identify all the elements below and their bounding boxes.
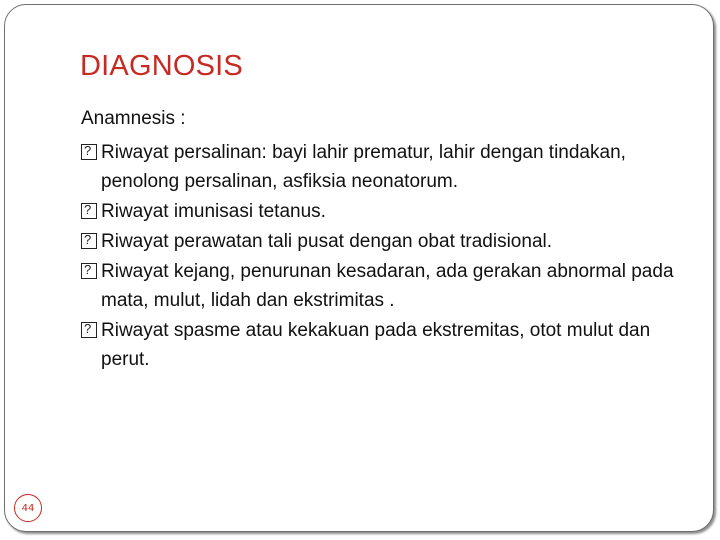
- missing-glyph-box-icon: [81, 263, 97, 279]
- bullet-text: Riwayat kejang, penurunan kesadaran, ada gerakan abnormal pada mata, mulut, lidah dan ekstrimitas .: [101, 261, 674, 311]
- bullet-item: [81, 197, 681, 226]
- page-number-badge: 44: [14, 494, 42, 522]
- bullet-text: Riwayat imunisasi tetanus.: [101, 201, 326, 222]
- bullet-text: Riwayat persalinan: bayi lahir prematur, lahir dengan tindakan, penolong persalinan, asfiksia neonatorum.: [101, 142, 626, 192]
- missing-glyph-box-icon: [81, 322, 97, 338]
- bullet-item: [81, 316, 681, 374]
- bullet-item: [81, 257, 681, 315]
- bullet-list: [81, 138, 681, 375]
- missing-glyph-box-icon: [81, 144, 97, 160]
- bullet-text: Riwayat perawatan tali pusat dengan obat tradisional.: [101, 231, 553, 252]
- missing-glyph-box-icon: [81, 233, 97, 249]
- missing-glyph-box-icon: [81, 203, 97, 219]
- bullet-text: Riwayat spasme atau kekakuan pada ekstremitas, otot mulut dan perut.: [101, 320, 651, 370]
- bullet-item: [81, 138, 681, 196]
- section-subtitle: Anamnesis :: [81, 108, 186, 129]
- bullet-item: [81, 227, 681, 256]
- slide-title: DIAGNOSIS: [80, 50, 243, 82]
